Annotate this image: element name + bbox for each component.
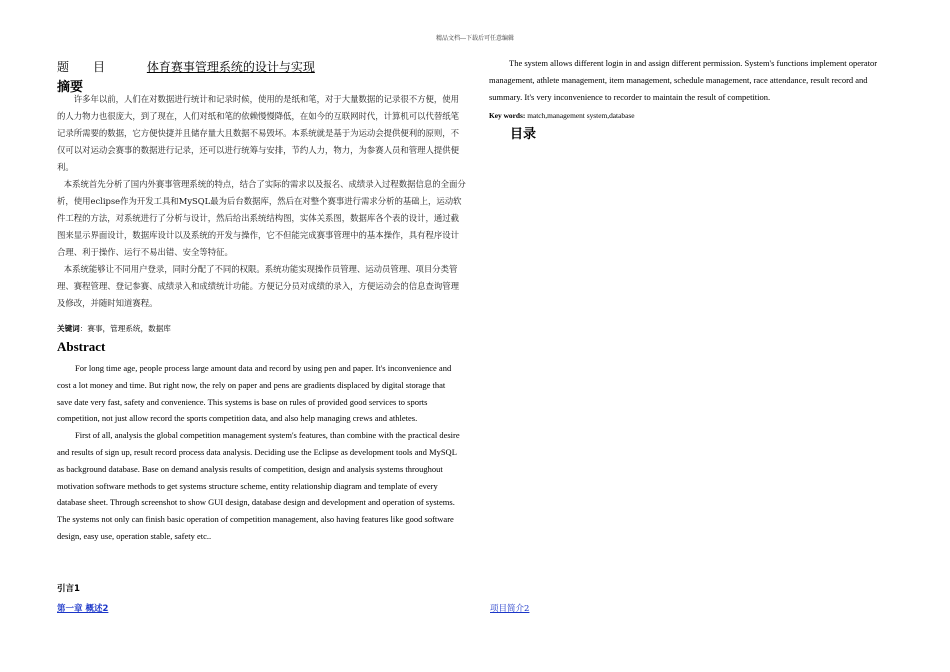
abstract-cn-heading: 摘要 [57,80,84,95]
abstract-en-paragraph-2: First of all, analysis the global competition management system's features, than combine with the practical desire and results of sign up, result record process data analysis. Deciding use the Eclipse as development tools and MySQL as background database. Base on demand analysis results of competition, design and analysis systems throughout motivation software methods to get systems structure scheme, entity relationship diagram and template of every database sheet. Through screenshot to show GUI design, database design and development and operation of systems. The systems not only can finish basic operation of competition management, also having features like good software design, easy use, operation stable, safety etc.. [57,430,460,541]
keywords-en-label: Key words: [489,111,526,120]
abstract-en-heading: Abstract [57,339,106,354]
thesis-title: 体育赛事管理系统的设计与实现 [146,60,315,74]
abstract-cn-paragraph-1: 许多年以前，人们在对数据进行统计和记录时候，使用的是纸和笔，对于大量数据的记录很不方便，使用的人力物力也很庞大，到了现在，人们对纸和笔的依赖慢慢降低，在如今的互联网时代，计算机可以代替纸笔记录所需要的数据，它方便快捷并且储存量大且数据不易毁坏。本系统就是基于为运动会提供便利的原则，不仅可以对运动会赛事的数据进行记录，还可以进行统筹与安排，节约人力，物力，为参赛人员和管理人提供便利。 [57,94,460,172]
thesis-title-line [57,58,325,75]
abstract-cn-paragraph-2: 本系统首先分析了国内外赛事管理系统的特点，结合了实际的需求以及报名、成绩录入过程数据信息的全面分析，使用eclipse作为开发工具和MySQL最为后台数据库，然后在对整个赛事进行需求分析的基础上，运动软件工程的方法，对系统进行了分析与设计，然后给出系统结构图，实体关系图，数据库各个表的设计，通过截图来显示界面设计，数据库设计以及系统的开发与操作，它不但能完成赛事管理中的基本操作，具有程序设计合理、利于操作、运行不易出错、安全等特征。 [57,179,466,257]
abstract-en-body [57,360,462,545]
keywords-cn-values: ：赛事，管理系统，数据库 [79,324,171,333]
abstract-cn-paragraph-3: 本系统能够让不同用户登录，同时分配了不同的权限。系统功能实现操作员管理、运动员管理、项目分类管理、赛程管理、登记参赛、成绩录入和成绩统计功能。方便记分员对成绩的录入，方便运动会的信息查询管理及修改，并随时知道赛程。 [57,264,459,308]
abstract-en-paragraph-1: For long time age, people process large amount data and record by using pen and paper. It's inconvenience and cost a lot money and time. But right now, the rely on paper and pens are gradients displaced by digital storage that save date very fast, safety and convenience. This systems is base on rules of provided good services to sports competition, not just allow record the sports competition data, and also help managing crews and athletes. [57,363,452,424]
abstract-cn-body [57,91,467,312]
keywords-en [489,111,635,120]
toc-heading: 目录 [510,127,537,142]
toc-link-chapter-1[interactable]: 第一章 概述2 [57,604,109,614]
toc-link-project-intro[interactable]: 项目简介2 [490,604,530,614]
title-label: 题目 [57,60,130,74]
keywords-cn [57,323,171,334]
keywords-cn-label: 关键词 [57,324,80,333]
abstract-en-paragraph-3: The system allows different login in and assign different permission. System's functions implement operator management, athlete management, item management, schedule management, race attendance, result record and summary. It's very inconvenience to recorder to maintain the result of competition. [489,58,878,102]
toc-entry-intro: 引言1 [57,584,80,594]
keywords-en-values: match,management system,database [525,111,635,120]
page-header: 精品文档---下载后可任意编辑 [435,35,515,42]
abstract-en-continued [489,55,894,105]
